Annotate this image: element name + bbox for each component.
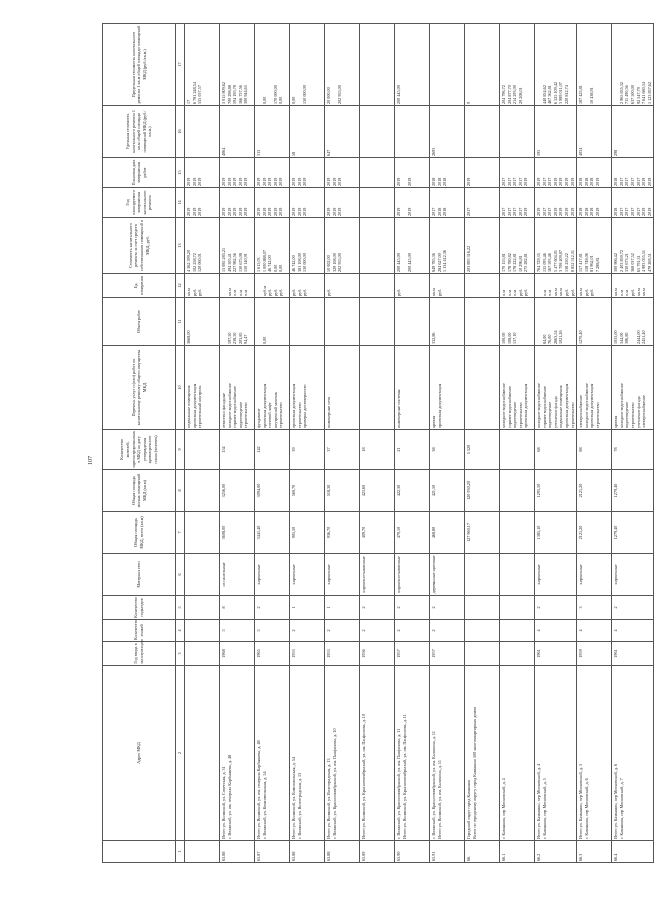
table-cell: руб. (395, 274, 430, 298)
table-cell: 21 (395, 430, 430, 470)
table-cell: 2019 2019 2019 2019 2019 (255, 158, 290, 188)
column-number-row (176, 24, 185, 863)
table-cell: 5 520 (465, 430, 500, 470)
table-cell: кирпично-каменные (360, 554, 395, 596)
table-cell: 2 (430, 596, 465, 620)
column-header: Адрес МКД (103, 666, 176, 841)
column-header (103, 841, 176, 863)
column-number: 7 (176, 512, 185, 554)
table-cell: кровля проектная документация (430, 346, 465, 430)
table-row (465, 24, 500, 863)
table-cell (465, 346, 500, 430)
column-header: Год ввода в эксплуатацию (103, 642, 176, 666)
table-cell: 37 (325, 430, 360, 470)
table-cell: 1961 (612, 642, 654, 666)
table-cell (500, 620, 535, 642)
column-number: 4 (176, 620, 185, 642)
table-cell: 154 (220, 430, 255, 470)
table-cell: 2019 2019 2019 (325, 188, 360, 218)
table-cell: г. Камышин, пер Московский, д. 4 (500, 666, 535, 841)
table-cell: 2019 2019 2019 (185, 188, 220, 218)
table-cell (185, 554, 220, 596)
table-cell: 2121,20 (577, 512, 612, 554)
table-cell: холодное водоснабжение горячее водоснабжение водоотведение утепление фасада подвальные помещения проектная документация строительство (535, 346, 577, 430)
table-cell (185, 642, 220, 666)
table-cell: 203 895 316,22 (465, 218, 500, 274)
repair-plan-table (102, 23, 654, 863)
table-cell: 65.88 (290, 841, 325, 863)
column-number: 1 (176, 841, 185, 863)
table-cell: 39 (290, 430, 325, 470)
table-cell: 1956 (360, 642, 395, 666)
table-cell: кирпичные (612, 554, 654, 596)
table-cell: 1961 (535, 642, 577, 666)
table-cell: 17 6 781 248,54 555 057,57 (185, 24, 220, 106)
table-cell (500, 554, 535, 596)
column-number: 2 (176, 666, 185, 841)
table-cell (465, 554, 500, 596)
table-cell: 849 785,36 284 627,00 1 134 412,36 (430, 218, 465, 274)
table-cell (360, 106, 395, 158)
table-row (360, 24, 395, 863)
column-header: Материал стен (103, 554, 176, 596)
table-cell: 4 (612, 620, 654, 642)
table-cell: подвальные помещения проектная документация строительный контроль (185, 346, 220, 430)
table-cell: 2019 (465, 158, 500, 188)
table-cell: 65.88 (325, 841, 360, 863)
table-cell: 518,30 (325, 470, 360, 512)
column-number: 12 (176, 274, 185, 298)
table-cell: 200 445,00 (395, 24, 430, 106)
table-cell: 2018 2017 2017 2017 2017 2019 2019 (612, 188, 654, 218)
table-cell: 1035,00 344,00 306,80 2444,00 2451,40 (612, 298, 654, 346)
table-cell: 4 (577, 620, 612, 642)
table-cell: 58 (290, 106, 325, 158)
table-cell: кирпично-каменные (395, 554, 430, 596)
table-cell: 3668,00 (185, 298, 220, 346)
table-cell (185, 470, 220, 512)
table-cell: 66.2 (535, 841, 577, 863)
table-cell: 2019 2019 2019 (290, 158, 325, 188)
table-cell: деревянные щитовые (430, 554, 465, 596)
column-number: 11 (176, 298, 185, 346)
table-cell: Городской округ город Камышин Всего по городскому округу город Камышин 500 многоквартирных домов (465, 666, 500, 841)
table-cell: 65.88 (220, 841, 255, 863)
table-cell: 1968 (220, 642, 255, 666)
table-cell: 332,86 (430, 298, 465, 346)
column-number: 13 (176, 218, 185, 274)
table-cell: 1295,50 (535, 470, 577, 512)
table-cell: 2121,20 (577, 470, 612, 512)
table-cell: 8 (220, 596, 255, 620)
table-row (612, 24, 654, 863)
table-cell: 4 (535, 620, 577, 642)
table-cell: 569,70 (290, 470, 325, 512)
table-cell (360, 188, 395, 218)
table-cell: 3256,00 (220, 470, 255, 512)
table-cell (185, 841, 220, 863)
table-cell (395, 106, 430, 158)
table-cell (465, 274, 500, 298)
table-cell: 764 729,35 135 093,46 167 593,46 5 477 604,01 3 708 409,87 138 250,22 8 852 512,31 (535, 218, 577, 274)
table-cell: 120 930,20 (465, 470, 500, 512)
table-cell: 2018 2018 2018 2019 (577, 188, 612, 218)
table-cell: 595 (535, 106, 577, 158)
table-cell: 1270,40 (577, 298, 612, 346)
table-cell (360, 24, 395, 106)
table-cell: 468,80 (430, 512, 465, 554)
table-cell: 157 417,81 158 748,06 81 962,01 7 288,81 (577, 218, 612, 274)
table-cell: 1279,40 (612, 470, 654, 512)
table-cell: 200 445,00 200 445,00 (395, 218, 430, 274)
table-cell: 66.3 (577, 841, 612, 863)
table-cell: 65.91 (430, 841, 465, 863)
table-cell: 2018 2018 2018 2019 (577, 158, 612, 188)
table-row (325, 24, 360, 863)
column-header: Общая площадь жилых помещений МКД (кв.м) (103, 470, 176, 512)
table-cell: 2017 2018 2018 (430, 188, 465, 218)
table-cell: 5 (220, 620, 255, 642)
table-cell: 10 002,00 329 108,00 202 955,00 (325, 218, 360, 274)
table-cell: 66. (465, 841, 500, 863)
table-cell: 0,00 (255, 298, 290, 346)
table-cell: 2019 2019 2019 (185, 158, 220, 188)
table-cell: Итого ул. Волжский, ул. Комсомольская, д. 54 г. Волжский, ул. Волгоградская, д. 13 (290, 666, 325, 841)
table-cell: кв.м руб. (430, 274, 465, 298)
table-cell: 66.1 (500, 841, 535, 863)
table-cell: 9 (465, 24, 500, 106)
column-header: Количество этажей (103, 620, 176, 642)
table-cell (185, 430, 220, 470)
column-number: 17 (176, 24, 185, 106)
column-header: Плановая дата завершения работ (103, 158, 176, 188)
table-cell (430, 24, 465, 106)
table-cell (185, 512, 220, 554)
table-cell (500, 470, 535, 512)
table-cell (185, 596, 220, 620)
table-cell: 2 (395, 620, 430, 642)
table-cell: 2 (612, 596, 654, 620)
table-cell: 2 (360, 596, 395, 620)
table-cell (360, 274, 395, 298)
table-cell: 597,50 238,50 203,85 94,47 (220, 298, 255, 346)
column-header: Удельная стоимость капитального ремонта 1 кв.м общей площади помещений МКД (руб./кв.м.) (103, 106, 176, 158)
table-cell: 18 (360, 430, 395, 470)
table-cell: 204 796,72 204 877,70 214 293,00 20 208,01 (500, 24, 535, 106)
table-cell: 2693 (430, 106, 465, 158)
table-cell: 2019 2019 2019 (325, 158, 360, 188)
table-cell: 1953 (325, 642, 360, 666)
table-cell: 440 854,62 467 562,81 6 525 109,42 3 989 011,07 220 812,74 (535, 24, 577, 106)
column-number: 3 (176, 642, 185, 666)
table-cell: 2 (360, 620, 395, 642)
table-cell: 2019 2017 2017 2019 2019 2019 2019 (535, 188, 577, 218)
table-cell: 100,00 108,00 137,10 (500, 298, 535, 346)
table-row (185, 24, 220, 863)
table-cell: кв.м руб. руб. (185, 274, 220, 298)
table-row (577, 24, 612, 863)
table-row (290, 24, 325, 863)
table-cell: кровля холодное водоснабжение водоотведение строительство утепление фасада электроснабжение (612, 346, 654, 430)
table-cell: 1957 (430, 642, 465, 666)
table-cell (185, 666, 220, 841)
table-cell (360, 298, 395, 346)
column-number: 9 (176, 430, 185, 470)
table-cell: 4034 (577, 106, 612, 158)
column-header: Количество подъездов (103, 596, 176, 620)
table-cell: 1959 (577, 642, 612, 666)
table-cell: 2 (430, 620, 465, 642)
table-row (535, 24, 577, 863)
table-cell: 127 960,17 (465, 512, 500, 554)
table-cell: 300 966,42 2 403 859,72 330 673,21 368 037,52 65 791,31 4 983 055,51 479 269,51 (612, 218, 654, 274)
column-number: 14 (176, 188, 185, 218)
table-row (220, 24, 255, 863)
table-cell: 5 015 809,62 700 298,88 594 195,78 166 757,56 300 944,65 (220, 24, 255, 106)
table-cell: 936,70 (325, 512, 360, 554)
table-cell: 170 155,81 178 780,82 178 222,81 10 296,81 275 282,81 (500, 218, 535, 274)
column-header: Стоимость капитального ремонта за счет средств собственников помещений в МКД, руб. (103, 218, 176, 274)
table-cell: кв.м п.м п.м п.м (220, 274, 255, 298)
table-cell: 1965 (255, 642, 290, 666)
table-cell: п.м п.м кв.м кв.м руб. руб. (535, 274, 577, 298)
table-cell: 2019 2019 2019 2019 2019 (255, 188, 290, 218)
table-cell: 3 (577, 596, 612, 620)
column-number: 5 (176, 596, 185, 620)
table-cell: 38 (430, 430, 465, 470)
table-cell: куб.м руб. руб. руб. (255, 274, 290, 298)
table-cell: г. Волжский, ул. Краснооктябрьский, ул. им. Панфилова, д. 11 Итого ул. Волжский, ул. Краснооктябрьский, ул. им. Панфилова, д. 11 (395, 666, 430, 841)
table-body (185, 24, 654, 863)
table-cell: Итого ул. Камышин, пер Московский, д. 6 г. Камышин, пер Московский, д. 7 (612, 666, 654, 841)
table-cell (500, 596, 535, 620)
table-cell (290, 298, 325, 346)
table-cell: 0,00 170 000,00 0,00 (255, 24, 290, 106)
table-cell: 1385,10 (535, 512, 577, 554)
table-cell: Итого ул. Волжский, ул. Краснооктябрьский, ул. им. Панфилова, д. 10 (360, 666, 395, 841)
table-cell: кирпичные (577, 554, 612, 596)
table-cell: 1957 (395, 642, 430, 666)
column-number: 8 (176, 470, 185, 512)
page-number: 107 (88, 456, 94, 465)
table-cell (500, 642, 535, 666)
table-cell: 2017 (465, 188, 500, 218)
table-cell: п.м п.м п.м руб. руб. (500, 274, 535, 298)
table-cell: 4 362 599,20 102 258,72 120 060,01 (185, 218, 220, 274)
table-cell (185, 620, 220, 642)
column-header: Предельная стоимость капитального ремонта 1 кв.м общей площади помещений МКД (руб./кв.м.) (103, 24, 176, 106)
table-cell: кв.м п.м п.м руб. кв.м кв.м (612, 274, 654, 298)
table-cell: проектная документация строительство проверка достоверности (290, 346, 325, 430)
table-cell: 2 (535, 596, 577, 620)
table-cell: 65.87 (255, 841, 290, 863)
column-number: 15 (176, 158, 185, 188)
table-cell: 905,50 (290, 512, 325, 554)
table-cell: 2018 2017 2017 2017 2017 2019 2019 (612, 158, 654, 188)
table-cell: 3441,40 (255, 512, 290, 554)
table-cell: 0,00 130 000,00 (290, 24, 325, 106)
table-cell: 2019 2019 (395, 188, 430, 218)
table-cell: 68 (535, 430, 577, 470)
column-number: 6 (176, 554, 185, 596)
table-cell (360, 218, 395, 274)
table-cell: Итого ул. Камышин, пер Московский, д. 4 г. Камышин, пер Московский, д. 5 (535, 666, 577, 841)
table-cell: 2 (255, 596, 290, 620)
table-cell: 5 (255, 620, 290, 642)
table-cell: кирпичные (325, 554, 360, 596)
table-cell: 2 (290, 620, 325, 642)
table-cell: 3094,00 (255, 470, 290, 512)
column-header: Общая площадь МКД, всего (кв.м) (103, 512, 176, 554)
table-cell: 2019 2019 (395, 158, 430, 188)
table-cell: кирпичные (290, 554, 325, 596)
table-cell: отмостки фасадные холодное водоснабжение горячее водоснабжение водоотведение строительство (220, 346, 255, 430)
table-cell (465, 620, 500, 642)
table-cell: 421,50 (430, 470, 465, 512)
column-header: Объем работ (103, 298, 176, 346)
table-cell: 142 (255, 430, 290, 470)
table-row (395, 24, 430, 863)
table-cell: 298 (612, 106, 654, 158)
table-cell: 84,00 76,00 2663,54 1021,26 (535, 298, 577, 346)
table-cell: 409,70 (360, 512, 395, 554)
table-cell: электроснабжение холодное водоснабжение проектная документация строительство (577, 346, 612, 430)
table-cell: 2017 2017 2017 2017 2019 (500, 188, 535, 218)
table-cell (465, 298, 500, 346)
table-cell (500, 430, 535, 470)
table-cell: 65.90 (395, 841, 430, 863)
table-cell: 4064 (220, 106, 255, 158)
table-cell: 78 (612, 430, 654, 470)
column-header: Год планируемого завершения капитального ремонта (103, 188, 176, 218)
table-cell (465, 642, 500, 666)
table-cell (465, 106, 500, 158)
table-cell: 187 423,81 10 438,91 (577, 24, 612, 106)
table-cell: г. Волжский, ул. Краснооктябрьский, ул. им. Калинина, д. 11 Итого ул. Волжский, ул. им. Калинина, д. 11 (430, 666, 465, 841)
table-cell: кирпичные (535, 554, 577, 596)
table-cell: 2019 2019 2019 2019 2019 (220, 188, 255, 218)
table-cell: 2017 2017 2017 2017 2019 (500, 158, 535, 188)
table-cell: Итого ул. Волжский, ул. Советская, д. 31 г. Волжский, ул. им. генерала Карбышева, д. 48 (220, 666, 255, 841)
table-cell: Итого ул. Камышин, пер Московский, д. 5 г. Камышин, пер Московский, д. 6 (577, 666, 612, 841)
table-cell: 88 (577, 430, 612, 470)
table-cell: 313 (255, 106, 290, 158)
table-cell: фундамент проектная документация гостевой лифт внутренний монтаж строительство (255, 346, 290, 430)
table-cell: 2 (395, 596, 430, 620)
table-cell: инженерные сети (325, 346, 360, 430)
table-row (255, 24, 290, 863)
table-row (430, 24, 465, 863)
table-cell: Итого ул. Волжский, ул. Волгоградская, д. 13 г. Волжский, ул. Краснооктябрьский, ул. им. Панфилова, д. 10 (325, 666, 360, 841)
table-cell (185, 106, 220, 158)
table-cell: руб. руб. руб. (290, 274, 325, 298)
column-number: 10 (176, 346, 185, 430)
table-cell (395, 298, 430, 346)
table-cell: 65.89 (360, 841, 395, 863)
column-header: Количество жителей, зарегистрированных в МКД на дату утверждения краткосрочного плана (человек) (103, 430, 176, 470)
table-cell: 1953 (290, 642, 325, 666)
table-cell: 1 (290, 596, 325, 620)
table-cell (500, 106, 535, 158)
table-cell: 1 615,03 1 000 888,07 46 742,00 0,00 0,00 (255, 218, 290, 274)
table-cell: из панельные (220, 554, 255, 596)
column-header: Перечень услуг и (или) работ по капитальному ремонту общего имущества МКД (103, 346, 176, 430)
table-cell (500, 512, 535, 554)
table-cell: 1279,40 (612, 512, 654, 554)
table-cell (360, 346, 395, 430)
table-cell: холодное водоснабжение горячее водоснабжение водоотведение строительство проектная документация (500, 346, 535, 430)
table-cell: Итого ул. Волжский, ул. им. генерала Карбышева, д. 48 г. Волжский, ул. Комсомольская, д. 54 (255, 666, 290, 841)
table-cell: 1 (325, 596, 360, 620)
header-row (103, 24, 176, 863)
table-cell: кирпичные (255, 554, 290, 596)
table-cell (465, 596, 500, 620)
table-cell (360, 158, 395, 188)
table-cell: 46 742,00 381 108,00 130 000,00 (290, 218, 325, 274)
column-number: 16 (176, 106, 185, 158)
table-cell: 2019 2017 2017 2019 2019 2019 2019 (535, 158, 577, 188)
table-cell: 20 000,00 202 955,00 (325, 24, 360, 106)
table-cell: 15 085 285,21 494 505,41 227 982,56 130 675,08 150 140,91 (220, 218, 255, 274)
table-cell: 2018 2018 2018 (430, 158, 465, 188)
table-cell: 2019 2019 2019 2019 2019 (220, 158, 255, 188)
table-row (500, 24, 535, 863)
table-cell: 423,60 (360, 470, 395, 512)
table-cell: 647 (325, 106, 360, 158)
table-cell: 3608,00 (220, 512, 255, 554)
column-header: Ед. измерения (103, 274, 176, 298)
table-cell: руб. (325, 274, 360, 298)
table-cell: 2 (325, 620, 360, 642)
table-cell: 2 965 835,32 711 490,56 637 500,00 92 547,79 7 641 680,34 1 123 837,62 (612, 24, 654, 106)
table-cell: 470,10 (395, 512, 430, 554)
table-cell: кв.м руб. руб. (577, 274, 612, 298)
table-cell (325, 298, 360, 346)
table-cell: 2019 2019 2019 (290, 188, 325, 218)
table-cell: 66.4 (612, 841, 654, 863)
table-cell: инженерные системы (395, 346, 430, 430)
table-cell: 422,30 (395, 470, 430, 512)
